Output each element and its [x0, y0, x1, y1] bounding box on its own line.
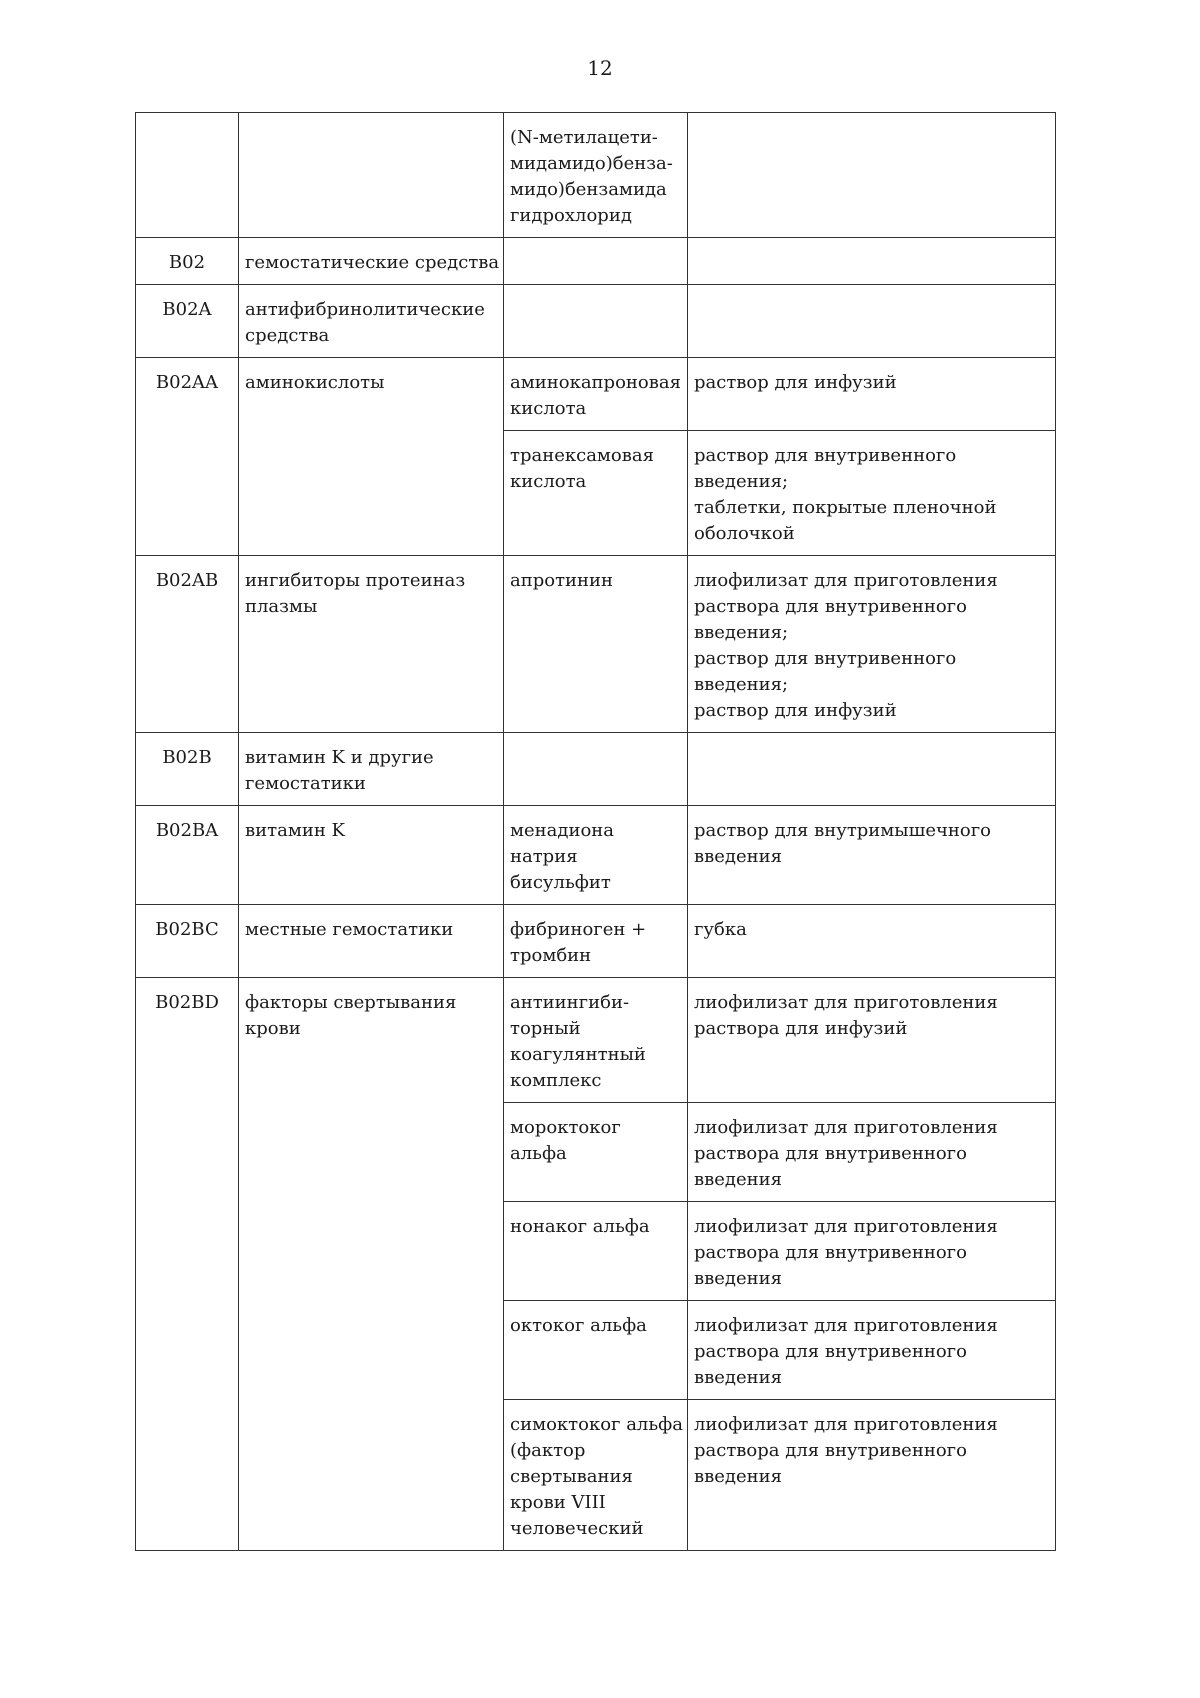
- code-cell: B02A: [136, 285, 239, 358]
- group-text: аминокислоты: [245, 372, 385, 393]
- substance-text: мидамидо)бенза-: [510, 153, 673, 174]
- substance-text: комплекс: [510, 1070, 602, 1091]
- form-text: лиофилизат для приготовления: [694, 1414, 998, 1435]
- form-text: введения: [694, 1367, 783, 1388]
- form-text: раствор для внутривенного: [694, 648, 957, 669]
- form-text: раствора для внутривенного: [694, 1341, 967, 1362]
- form-cell: [688, 431, 1056, 556]
- form-text: лиофилизат для приготовления: [694, 1315, 998, 1336]
- form-text: введения: [694, 1466, 783, 1487]
- substance-text: (фактор: [510, 1440, 586, 1461]
- substance-text: мидо)бензамида: [510, 179, 667, 200]
- substance-cell: [504, 1202, 688, 1301]
- form-text: раствора для инфузий: [694, 1018, 908, 1039]
- substance-text: мороктоког: [510, 1117, 621, 1138]
- substance-text: альфа: [510, 1143, 567, 1164]
- form-cell: [688, 1400, 1056, 1551]
- substance-cell: [504, 1301, 688, 1400]
- code-cell: B02B: [136, 733, 239, 806]
- group-text: гемостатические средства: [245, 252, 500, 273]
- table-row: [136, 358, 1056, 431]
- substance-text: кислота: [510, 398, 587, 419]
- substance-text: гидрохлорид: [510, 205, 632, 226]
- substance-cell: [504, 431, 688, 556]
- form-cell: [688, 978, 1056, 1103]
- substance-cell: [504, 1400, 688, 1551]
- substance-text: (N-метилацети-: [510, 127, 658, 148]
- substance-text: апротинин: [510, 570, 614, 591]
- substance-cell: [504, 285, 688, 358]
- form-cell: [688, 905, 1056, 978]
- form-cell: [688, 806, 1056, 905]
- group-text: крови: [245, 1018, 301, 1039]
- form-cell: [688, 733, 1056, 806]
- form-text: лиофилизат для приготовления: [694, 1216, 998, 1237]
- table-row: [136, 238, 1056, 285]
- substance-text: человеческий: [510, 1518, 644, 1539]
- form-text: оболочкой: [694, 523, 795, 544]
- table-row: [136, 285, 1056, 358]
- form-cell: [688, 556, 1056, 733]
- substance-cell: [504, 358, 688, 431]
- substance-text: коагулянтный: [510, 1044, 646, 1065]
- substance-text: крови VIII: [510, 1492, 606, 1513]
- table-row: [136, 733, 1056, 806]
- table-row: [136, 556, 1056, 733]
- substance-text: свертывания: [510, 1466, 633, 1487]
- group-cell: [239, 556, 504, 733]
- substance-text: кислота: [510, 471, 587, 492]
- form-cell: [688, 285, 1056, 358]
- form-text: раствор для внутримышечного: [694, 820, 992, 841]
- code-cell: B02BD: [136, 978, 239, 1551]
- substance-text: торный: [510, 1018, 581, 1039]
- substance-cell: [504, 113, 688, 238]
- substance-text: транексамовая: [510, 445, 654, 466]
- code-cell: B02AB: [136, 556, 239, 733]
- group-text: ингибиторы протеиназ: [245, 570, 466, 591]
- group-cell: [239, 358, 504, 556]
- group-cell: [239, 806, 504, 905]
- substance-text: фибриноген +: [510, 919, 647, 940]
- table-row: [136, 806, 1056, 905]
- form-text: таблетки, покрытые пленочной: [694, 497, 997, 518]
- form-text: введения;: [694, 622, 789, 643]
- table-row: [136, 905, 1056, 978]
- form-text: раствор для инфузий: [694, 700, 897, 721]
- substance-cell: [504, 905, 688, 978]
- substance-text: натрия: [510, 846, 578, 867]
- group-text: местные гемостатики: [245, 919, 454, 940]
- group-text: средства: [245, 325, 330, 346]
- form-text: раствор для инфузий: [694, 372, 897, 393]
- form-text: введения: [694, 1169, 783, 1190]
- substance-cell: [504, 238, 688, 285]
- group-cell: [239, 238, 504, 285]
- form-text: введения;: [694, 471, 789, 492]
- form-text: лиофилизат для приготовления: [694, 570, 998, 591]
- group-cell: [239, 905, 504, 978]
- form-cell: [688, 1202, 1056, 1301]
- substance-cell: [504, 978, 688, 1103]
- form-cell: [688, 113, 1056, 238]
- form-text: введения;: [694, 674, 789, 695]
- group-text: витамин K и другие: [245, 747, 434, 768]
- form-text: раствора для внутривенного: [694, 1242, 967, 1263]
- form-text: лиофилизат для приготовления: [694, 992, 998, 1013]
- group-cell: [239, 978, 504, 1551]
- substance-text: октоког альфа: [510, 1315, 647, 1336]
- substance-cell: [504, 806, 688, 905]
- group-cell: [239, 113, 504, 238]
- substance-cell: [504, 733, 688, 806]
- form-text: введения: [694, 846, 783, 867]
- form-text: раствор для внутривенного: [694, 445, 957, 466]
- form-text: введения: [694, 1268, 783, 1289]
- substance-text: менадиона: [510, 820, 615, 841]
- substance-cell: [504, 556, 688, 733]
- group-text: плазмы: [245, 596, 318, 617]
- group-cell: [239, 733, 504, 806]
- group-text: факторы свертывания: [245, 992, 457, 1013]
- form-text: губка: [694, 919, 747, 940]
- code-cell: [136, 113, 239, 238]
- substance-text: бисульфит: [510, 872, 611, 893]
- substance-text: симоктоког альфа: [510, 1414, 683, 1435]
- group-text: витамин K: [245, 820, 345, 841]
- group-cell: [239, 285, 504, 358]
- page-number: 12: [587, 56, 613, 80]
- form-text: раствора для внутривенного: [694, 1440, 967, 1461]
- code-cell: B02: [136, 238, 239, 285]
- form-cell: [688, 1103, 1056, 1202]
- substance-cell: [504, 1103, 688, 1202]
- substance-text: тромбин: [510, 945, 592, 966]
- group-text: гемостатики: [245, 773, 366, 794]
- drug-classification-table: [135, 112, 1056, 1551]
- code-cell: B02BC: [136, 905, 239, 978]
- code-cell: B02BA: [136, 806, 239, 905]
- form-cell: [688, 238, 1056, 285]
- form-text: раствора для внутривенного: [694, 596, 967, 617]
- table-row: [136, 978, 1056, 1103]
- substance-text: антиингиби-: [510, 992, 630, 1013]
- group-text: антифибринолитические: [245, 299, 485, 320]
- form-text: раствора для внутривенного: [694, 1143, 967, 1164]
- table-row: [136, 113, 1056, 238]
- substance-text: нонаког альфа: [510, 1216, 650, 1237]
- code-cell: B02AA: [136, 358, 239, 556]
- form-text: лиофилизат для приготовления: [694, 1117, 998, 1138]
- substance-text: аминокапроновая: [510, 372, 681, 393]
- form-cell: [688, 358, 1056, 431]
- form-cell: [688, 1301, 1056, 1400]
